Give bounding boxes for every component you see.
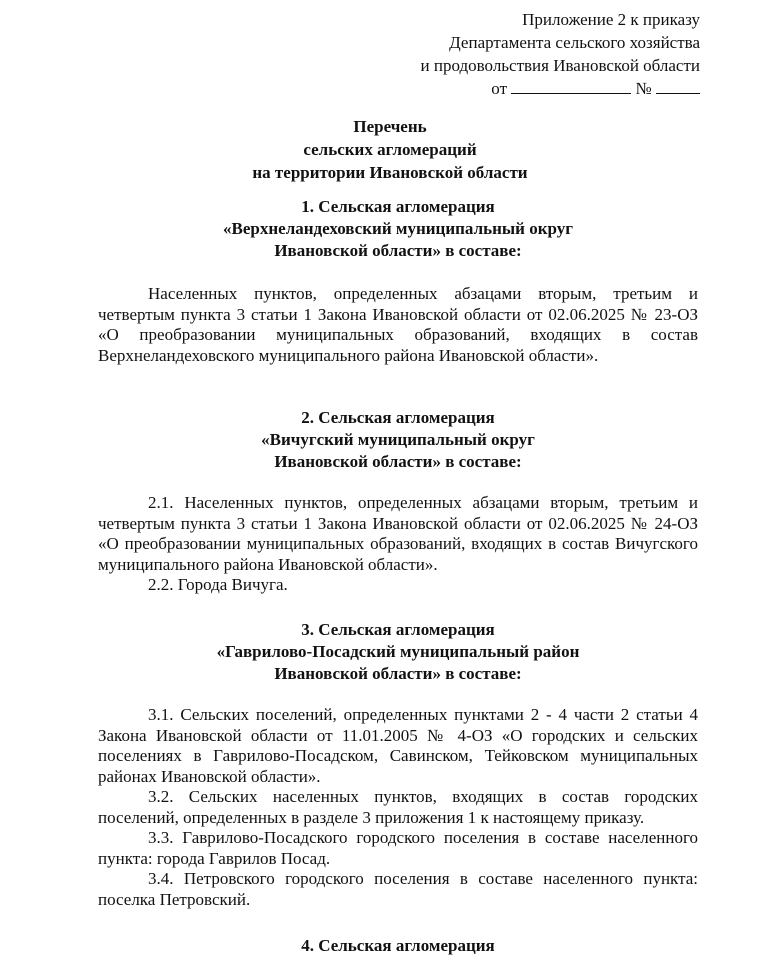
number-blank	[656, 78, 700, 94]
annex-number-sign: №	[635, 79, 652, 98]
section-heading-line-3: Ивановской области» в составе:	[274, 241, 522, 260]
section-heading-line-2: «Вичугский муниципальный округ	[261, 430, 535, 449]
section-paragraph: 3.2. Сельских населенных пунктов, входящих в состав городских поселений, определенных в разделе 3 приложения 1 к настоящему приказу.	[98, 787, 698, 827]
section-heading-line-1: 2. Сельская агломерация	[301, 408, 495, 427]
section-heading-line-2: «Гаврилово-Посадский муниципальный район	[216, 642, 580, 661]
section-heading	[98, 196, 698, 262]
section-paragraph: 3.1. Сельских поселений, определенных пунктами 2 - 4 части 2 статьи 4 Закона Ивановской области от 11.01.2005 № 4-ОЗ «О городских и сельских поселениях в Гаврилово-Посадском, Савинском, Тейковском муниципальных районах Ивановской области».	[98, 705, 698, 786]
annex-block	[421, 8, 700, 100]
section-heading-line-3: Ивановской области» в составе:	[274, 452, 522, 471]
section-heading-line-1: 3. Сельская агломерация	[301, 620, 495, 639]
section-4-heading: 4. Сельская агломерация	[301, 936, 495, 955]
section-paragraph: Населенных пунктов, определенных абзацами вторым, третьим и четвертым пункта 3 статьи 1 Закона Ивановской области от 02.06.2025 № 23-ОЗ «О преобразовании муниципальных образований, входящих в состав Верхнеландеховского муниципального района Ивановской области».	[98, 284, 698, 365]
section-paragraph: 2.2. Города Вичуга.	[148, 575, 288, 594]
section-heading-line-2: «Верхнеландеховский муниципальный округ	[223, 219, 573, 238]
document-title	[0, 115, 780, 184]
section-paragraph: 2.1. Населенных пунктов, определенных абзацами вторым, третьим и четвертым пункта 3 статьи 1 Закона Ивановской области от 02.06.2025 № 24-ОЗ «О преобразовании муниципальных образований, входящих в состав Вичугского муниципального района Ивановской области».	[98, 493, 698, 574]
title-line-1: Перечень	[353, 117, 427, 136]
annex-date-line	[421, 77, 700, 100]
section-heading-line-3: Ивановской области» в составе:	[274, 664, 522, 683]
section-heading	[98, 619, 698, 685]
date-blank	[511, 78, 631, 94]
annex-line-2: Департамента сельского хозяйства	[449, 33, 700, 52]
section-2	[98, 407, 698, 596]
section-paragraph: 3.4. Петровского городского поселения в составе населенного пункта: поселка Петровский.	[98, 869, 698, 909]
title-line-3: на территории Ивановской области	[252, 163, 528, 182]
section-heading	[98, 407, 698, 473]
annex-date-prefix: от	[491, 79, 508, 98]
annex-line-1: Приложение 2 к приказу	[522, 10, 700, 29]
section-heading-line-1: 1. Сельская агломерация	[301, 197, 495, 216]
annex-line-3: и продовольствия Ивановской области	[420, 56, 700, 75]
title-line-2: сельских агломераций	[303, 140, 477, 159]
section-paragraph: 3.3. Гаврилово-Посадского городского поселения в составе населенного пункта: города Гаврилов Посад.	[98, 828, 698, 868]
section-3	[98, 619, 698, 910]
section-1	[98, 196, 698, 366]
